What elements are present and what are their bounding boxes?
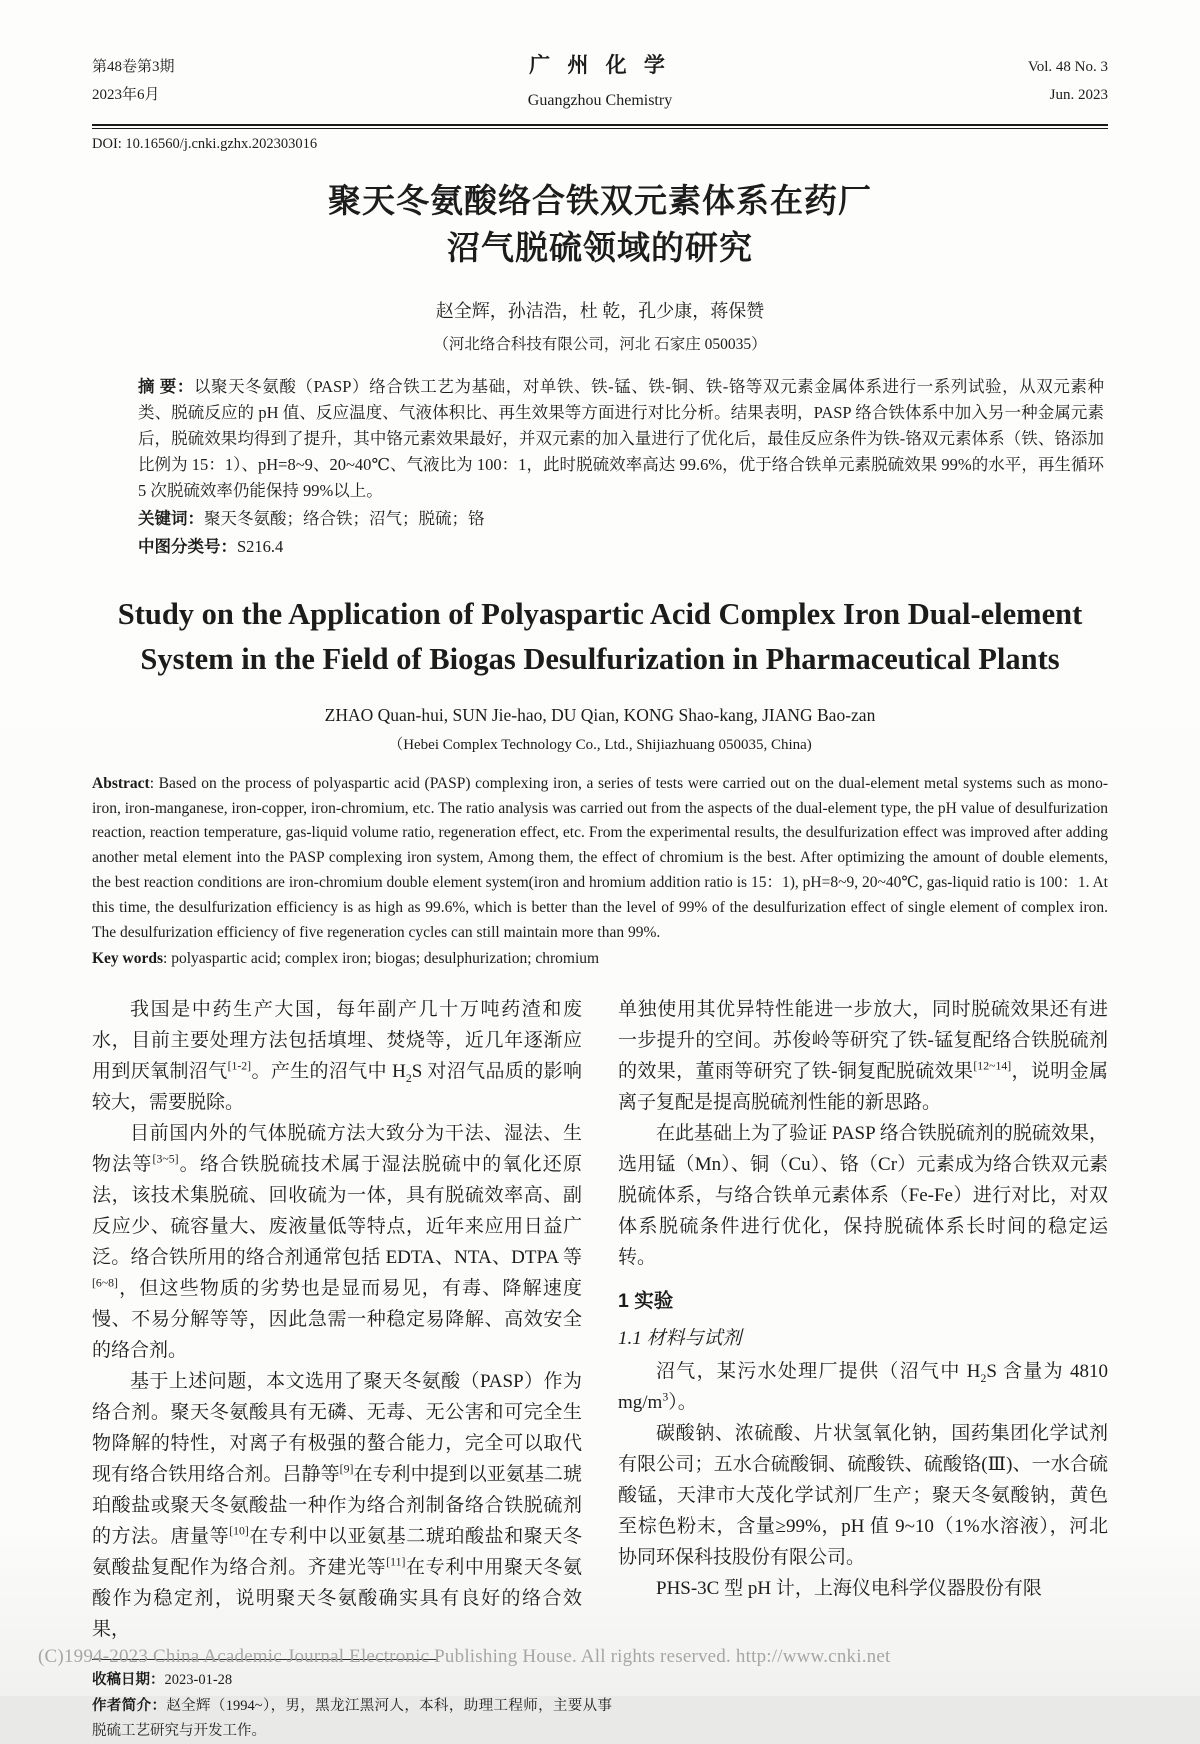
issue-date-cn: 2023年6月	[92, 87, 160, 104]
author-bio-value: 赵全辉（1994~），男，黑龙江黑河人，本科，助理工程师，主要从事脱硫工艺研究与开发工作。	[92, 1697, 613, 1739]
subsection-heading-materials: 1.1 材料与试剂	[618, 1328, 742, 1350]
affiliation-en: （Hebei Complex Technology Co., Ltd., Shijiazhuang 050035, China)	[388, 736, 812, 753]
paragraph: 碳酸钠、浓硫酸、片状氢氧化钠，国药集团化学试剂有限公司；五水合硫酸铜、硫酸铁、硫酸铬(Ⅲ)、一水合硫酸锰，天津市大茂化学试剂厂生产；聚天冬氨酸钠，黄色至棕色粉末，含量≥99%，pH 值 9~10（1%水溶液），河北协同环保科技股份有限公司。	[618, 1423, 1108, 1569]
volume-number-en: Vol. 48 No. 3	[1027, 58, 1108, 75]
clc-label: 中图分类号：	[138, 537, 237, 557]
clc-value: S216.4	[237, 537, 284, 557]
journal-title-cn: 广 州 化 学	[529, 53, 671, 77]
received-date-label: 收稿日期：	[92, 1672, 165, 1689]
section-heading-experiment: 1 实验	[618, 1290, 674, 1313]
keywords-en	[92, 947, 1108, 972]
paragraph: 在此基础上为了验证 PASP 络合铁脱硫剂的脱硫效果，选用锰（Mn）、铜（Cu）、铬（Cr）元素成为络合铁双元素脱硫体系，与络合铁单元素体系（Fe-Fe）进行对比，对双体系脱硫条件进行优化，保持脱硫体系长时间的稳定运转。	[618, 1123, 1108, 1269]
abstract-cn-text: 以聚天冬氨酸（PASP）络合铁工艺为基础，对单铁、铁-锰、铁-铜、铁-铬等双元素金属体系进行一系列试验，从双元素种类、脱硫反应的 pH 值、反应温度、气液体积比、再生效果等方面进行对比分析。结果表明，PASP 络合铁体系中加入另一种金属元素后，脱硫效果均得到了提升，其中铬元素效果最好，并双元素的加入量进行了优化后，最佳反应条件为铁-铬双元素体系（铁、铬添加比例为 15：1）、pH=8~9、20~40℃、气液比为 100：1，此时脱硫效率高达 99.6%，优于络合铁单元素脱硫效果 99%的水平，再生循环 5 次脱硫效率仍能保持 99%以上。	[138, 377, 1104, 501]
received-date-value: 2023-01-28	[164, 1672, 233, 1689]
issue-volume-cn: 第48卷第3期	[92, 58, 175, 75]
right-column	[618, 994, 1108, 1744]
paper-title-en: Study on the Application of Polyaspartic Acid Complex Iron Dual-element System in the Field of Biogas Desulfurization in Pharmaceutical Plants	[117, 597, 1083, 676]
paper-title-cn-line2: 沼气脱硫领域的研究	[447, 231, 753, 268]
journal-name	[312, 46, 888, 116]
authors-en: ZHAO Quan-hui, SUN Jie-hao, DU Qian, KONG Shao-kang, JIANG Bao-zan	[324, 704, 876, 725]
copyright-notice: (C)1994-2023 China Academic Journal Electronic Publishing House. All rights reserved. http://www.cnki.net	[38, 1646, 891, 1667]
abstract-en-label: Abstract	[92, 774, 150, 792]
paper-title-cn	[92, 179, 1108, 273]
abstract-en	[92, 772, 1108, 946]
author-bio-label: 作者简介：	[92, 1697, 167, 1714]
paragraph: PHS-3C 型 pH 计，上海仪电科学仪器股份有限	[656, 1578, 1042, 1600]
header-divider	[92, 124, 1108, 129]
left-column	[92, 994, 613, 1744]
volume-info	[888, 53, 1108, 110]
paragraph: 沼气，某污水处理厂提供（沼气中 $H_2S$ 含量为 4810 $mg/m^3$）。	[618, 1361, 1108, 1414]
body-columns	[92, 994, 1108, 1744]
abstract-cn-label: 摘 要：	[138, 377, 194, 396]
paragraph: 我国是中药生产大国，每年副产几十万吨药渣和废水，目前主要处理方法包括填埋、焚烧等，近几年逐渐应用到厌氧制沼气[1-2]。产生的沼气中 $H_2S$ 对沼气品质的影响较大，需要脱除。	[92, 999, 582, 1114]
paragraph: 目前国内外的气体脱硫方法大致分为干法、湿法、生物法等[3~5]。络合铁脱硫技术属于湿法脱硫中的氧化还原法，该技术集脱硫、回收硫为一体，具有脱硫效率高、副反应少、硫容量大、废液量低等特点，近年来应用日益广泛。络合铁所用的络合剂通常包括 EDTA、NTA、DTPA 等[6~8]，但这些物质的劣势也是显而易见，有毒、降解速度慢、不易分解等等，因此急需一种稳定易降解、高效安全的络合剂。	[92, 1123, 582, 1362]
footnote-author-bio	[92, 1694, 612, 1744]
clc-number	[138, 534, 1104, 560]
doi: DOI: 10.16560/j.cnki.gzhx.202303016	[92, 136, 318, 153]
issue-date-en: Jun. 2023	[1049, 87, 1108, 104]
journal-header	[92, 46, 1108, 116]
issue-info	[92, 53, 312, 110]
abstract-cn	[138, 374, 1104, 504]
paragraph: 单独使用其优异特性能进一步放大，同时脱硫效果还有进一步提升的空间。苏俊岭等研究了铁-锰复配络合铁脱硫剂的效果，董雨等研究了铁-铜复配脱硫效果[12~14]，说明金属离子复配是提高脱硫剂性能的新思路。	[618, 999, 1108, 1114]
keywords-en-text: : polyaspartic acid; complex iron; biogas; desulphurization; chromium	[163, 950, 600, 968]
footnote-received	[92, 1668, 612, 1693]
paragraph: 基于上述问题，本文选用了聚天冬氨酸（PASP）作为络合剂。聚天冬氨酸具有无磷、无毒、无公害和可完全生物降解的特性，对离子有极强的螯合能力，完全可以取代现有络合铁用络合剂。吕静等[9]在专利中提到以亚氨基二琥珀酸盐或聚天冬氨酸盐一种作为络合剂制备络合铁脱硫剂的方法。唐量等[10]在专利中以亚氨基二琥珀酸盐和聚天冬氨酸盐复配作为络合剂。齐建光等[11]在专利中用聚天冬氨酸作为稳定剂，说明聚天冬氨酸确实具有良好的络合效果，	[92, 1371, 582, 1641]
journal-title-en: Guangzhou Chemistry	[527, 91, 673, 109]
keywords-cn-label: 关键词：	[138, 509, 204, 529]
keywords-cn-text: 聚天冬氨酸；络合铁；沼气；脱硫；铬	[204, 509, 485, 529]
authors-cn: 赵全辉，孙洁浩，杜 乾，孔少康，蒋保赞	[435, 301, 765, 321]
footnote	[92, 1659, 612, 1744]
keywords-cn	[138, 506, 1104, 532]
affiliation-cn: （河北络合科技有限公司，河北 石家庄 050035）	[433, 336, 767, 353]
keywords-en-label: Key words	[92, 950, 164, 968]
paper-title-cn-line1: 聚天冬氨酸络合铁双元素体系在药厂	[328, 184, 872, 221]
abstract-en-text: : Based on the process of polyaspartic acid (PASP) complexing iron, a series of tests were carried out on the dual-element metal systems such as mono-iron, iron-manganese, iron-copper, iron-chromium, etc. The ratio analysis was carried out from the aspects of the dual-element type, the pH value of desulfurization reaction, reaction temperature, gas-liquid volume ratio, regeneration effect, etc. From the experimental results, the desulfurization effect was improved after adding another metal element into the PASP complexing iron system, Among them, the effect of chromium is the best. After optimizing the amount of double elements, the best reaction conditions are iron-chromium double element system(iron and hromium addition ratio is 15：1), pH=8~9, 20~40℃, gas-liquid ratio is 100：1. At this time, the desulfurization efficiency is as high as 99.6%, which is better than the level of 99% of the desulfurization effect of single element of complex iron. The desulfurization efficiency of five regeneration cycles can still maintain more than 99%.	[92, 774, 1108, 941]
